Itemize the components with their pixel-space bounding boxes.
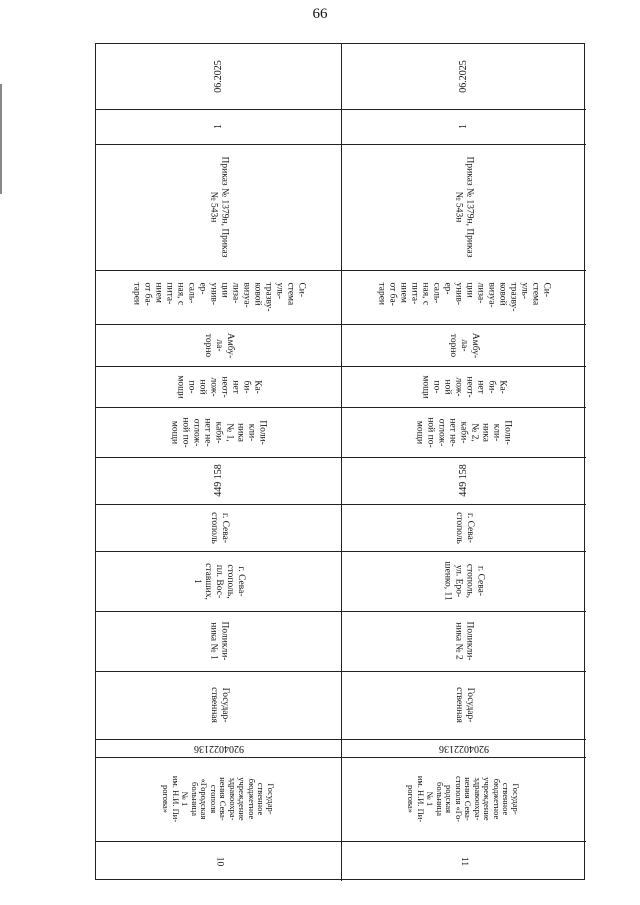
row-10-standard-cell (96, 144, 341, 270)
row-11-ownership-cell (341, 671, 586, 739)
row-11-city: г. Сева- стополь (453, 511, 475, 544)
row-10-number-cell (96, 841, 341, 881)
row-11-city-cell (341, 504, 586, 551)
row-10-code-cell (96, 739, 341, 757)
row-10-date-cell (96, 44, 341, 109)
row-11-date-cell (341, 44, 586, 109)
row-10-quantity-cell (96, 109, 341, 144)
row-11-unit-cell (341, 611, 586, 671)
scan-edge-mark (0, 84, 2, 194)
row-10-date: 06.2025 (213, 60, 224, 93)
row-10-unit: Поликли- ника № 1 (208, 621, 230, 661)
row-10-standard: Приказ № 1379н, Приказ № 543н (208, 156, 230, 258)
row-10-equipment: Си- стема уль- тразву- ковой визуа- лиза- ции унив- ер- саль- ная, с пита- нием от ба- тареи (131, 282, 307, 312)
row-11-care-conditions: Амбу- ла- торно (447, 332, 480, 358)
row-10-equipment-cell (96, 270, 341, 324)
row-11-care-conditions-cell (341, 324, 586, 366)
row-11-quantity-cell (341, 109, 586, 144)
row-10-population-cell (96, 457, 341, 504)
row-11-department: Поли- кли- ника № 2, каби- нет не- отлож- ной по- мощи (414, 416, 513, 448)
row-11-address: г. Сева- стополь, ул. Еро- шенко, 11 (442, 561, 486, 601)
row-11-code-cell (341, 739, 586, 757)
row-11-department-cell (341, 407, 586, 457)
row-11-date: 06.2025 (458, 60, 469, 93)
row-10-city: г. Сева- стополь (208, 511, 230, 544)
row-10-care-conditions: Амбу- ла- торно (202, 332, 235, 358)
row-11-address-cell (341, 551, 586, 611)
row-11-ownership: Государ- ственная (453, 687, 475, 723)
row-10-number: 10 (214, 856, 224, 866)
row-11-room-cell (341, 366, 586, 407)
row-11-equipment-cell (341, 270, 586, 324)
row-10-organization-cell (96, 757, 341, 841)
row-11-equipment: Си- стема уль- тразву- ковой визуа- лиза- ции унив- ер- саль- ная, с пита- нием от ба- тареи (376, 282, 552, 312)
row-11-organization: Государ- ственное бюджетное учреждение здравоохра- нения Сева- стополя «Го- родская больница № 1 им. Н.И. Пи- рогова» (406, 775, 522, 823)
row-10-address-cell (96, 551, 341, 611)
row-11-unit: Поликли- ника № 2 (453, 621, 475, 661)
row-10-code: 9204022136 (193, 742, 244, 754)
row-11-code: 9204022136 (438, 742, 489, 754)
row-10-unit-cell (96, 611, 341, 671)
row-10-department-cell (96, 407, 341, 457)
row-11-organization-cell (341, 757, 586, 841)
row-10-organization: Государ- ственное бюджетное учреждение здравоохра- нения Сева- стополя «Городская больница № 1 им. Н.И. Пи- рогова» (161, 775, 277, 823)
row-10-room: Ка- би- нет неот- лож- ной по- мощи (175, 374, 263, 399)
row-10-care-conditions-cell (96, 324, 341, 366)
row-11-quantity: 1 (458, 124, 469, 129)
row-10-population: 449 158 (213, 464, 224, 497)
row-10-ownership: Государ- ственная (208, 687, 230, 723)
row-10-city-cell (96, 504, 341, 551)
row-11-standard: Приказ № 1379н, Приказ № 543н (453, 156, 475, 258)
equipment-table (95, 43, 585, 880)
row-10-department: Поли- кли- ника № 1, каби- нет не- отлож- ной по- мощи (169, 416, 268, 448)
row-11-number: 11 (459, 856, 469, 866)
page-number: 66 (312, 6, 328, 22)
row-10-quantity: 1 (213, 124, 224, 129)
row-11-population-cell (341, 457, 586, 504)
row-10-ownership-cell (96, 671, 341, 739)
row-11-room: Ка- би- нет неот- лож- ной по- мощи (420, 374, 508, 399)
row-10-room-cell (96, 366, 341, 407)
row-10-address: г. Сева- стополь, пл. Вос- ставших, 1 (192, 562, 246, 600)
row-11-number-cell (341, 841, 586, 881)
row-11-population: 449 158 (458, 464, 469, 497)
row-11-standard-cell (341, 144, 586, 270)
